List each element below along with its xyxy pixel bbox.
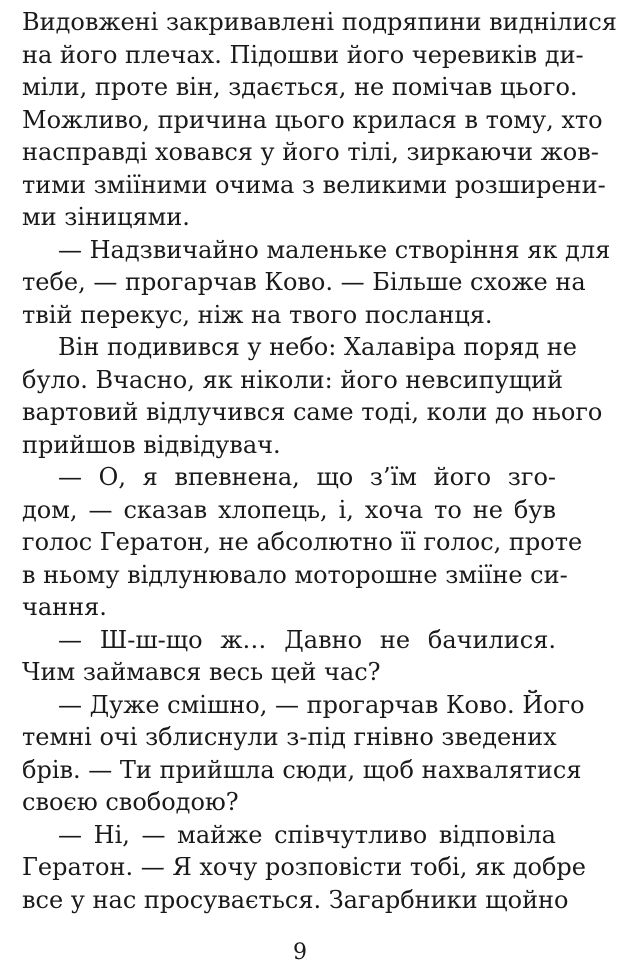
text-line: на його плечах. Підошви його черевиків ди-	[22, 40, 584, 69]
text-line: — Дуже смішно, — прогарчав Ково. Його	[58, 690, 585, 719]
text-line: прийшов відвідувач.	[22, 430, 281, 459]
text-line: вартовий відлучився саме тоді, коли до нього	[22, 398, 603, 426]
paragraph	[22, 234, 611, 332]
text-line: дом, — сказав хлопець, і, хоча то не був	[22, 495, 556, 524]
page-text	[22, 6, 617, 916]
text-line: було. Вчасно, як ніколи: його невсипущий	[22, 365, 563, 394]
paragraph	[22, 331, 603, 461]
paragraph	[22, 461, 583, 624]
text-line: все у нас просувається. Загарбники щойно	[22, 885, 569, 914]
text-line: Чим займався весь цей час?	[22, 658, 381, 686]
text-line: голос Гератон, не абсолютно її голос, проте	[22, 528, 583, 556]
page-number: 9	[293, 940, 307, 965]
text-line: — Надзвичайно маленьке створіння як для	[58, 235, 611, 264]
text-line: брів. — Ти прийшла сюди, щоб нахвалятися	[22, 755, 582, 784]
text-line: Можливо, причина цього крилася в тому, хто	[22, 105, 603, 134]
text-line: Гератон. — Я хочу розповісти тобі, як добре	[22, 853, 586, 881]
text-line: — О, я впевнена, що з’їм його зго-	[58, 463, 556, 491]
text-line: тими зміїними очима з великими розширени-	[22, 170, 606, 199]
text-line: в ньому відлунювало моторошне зміїне си-	[22, 560, 568, 589]
text-line: насправді ховався у його тілі, зиркаючи жов-	[22, 138, 599, 166]
paragraph	[22, 624, 556, 689]
paragraph	[22, 6, 617, 234]
text-line: своєю свободою?	[22, 788, 239, 816]
paragraph	[22, 689, 585, 819]
text-line: твій перекус, ніж на твого посланця.	[22, 300, 493, 329]
text-line: Видовжені закривавлені подряпини виднілися	[22, 8, 617, 36]
text-line: міли, проте він, здається, не помічав цього.	[22, 73, 578, 101]
text-line: ми зіницями.	[22, 203, 190, 231]
paragraph	[22, 819, 586, 917]
text-line: темні очі зблиснули з-під гнівно зведених	[22, 723, 557, 751]
text-line: — Ш-ш-що ж… Давно не бачилися.	[58, 625, 556, 654]
text-line: — Ні, — майже співчутливо відповіла	[58, 820, 556, 849]
text-line: чання.	[22, 593, 107, 621]
text-line: тебе, — прогарчав Ково. — Більше схоже на	[22, 268, 586, 296]
text-line: Він подивився у небо: Халавіра поряд не	[58, 333, 577, 361]
